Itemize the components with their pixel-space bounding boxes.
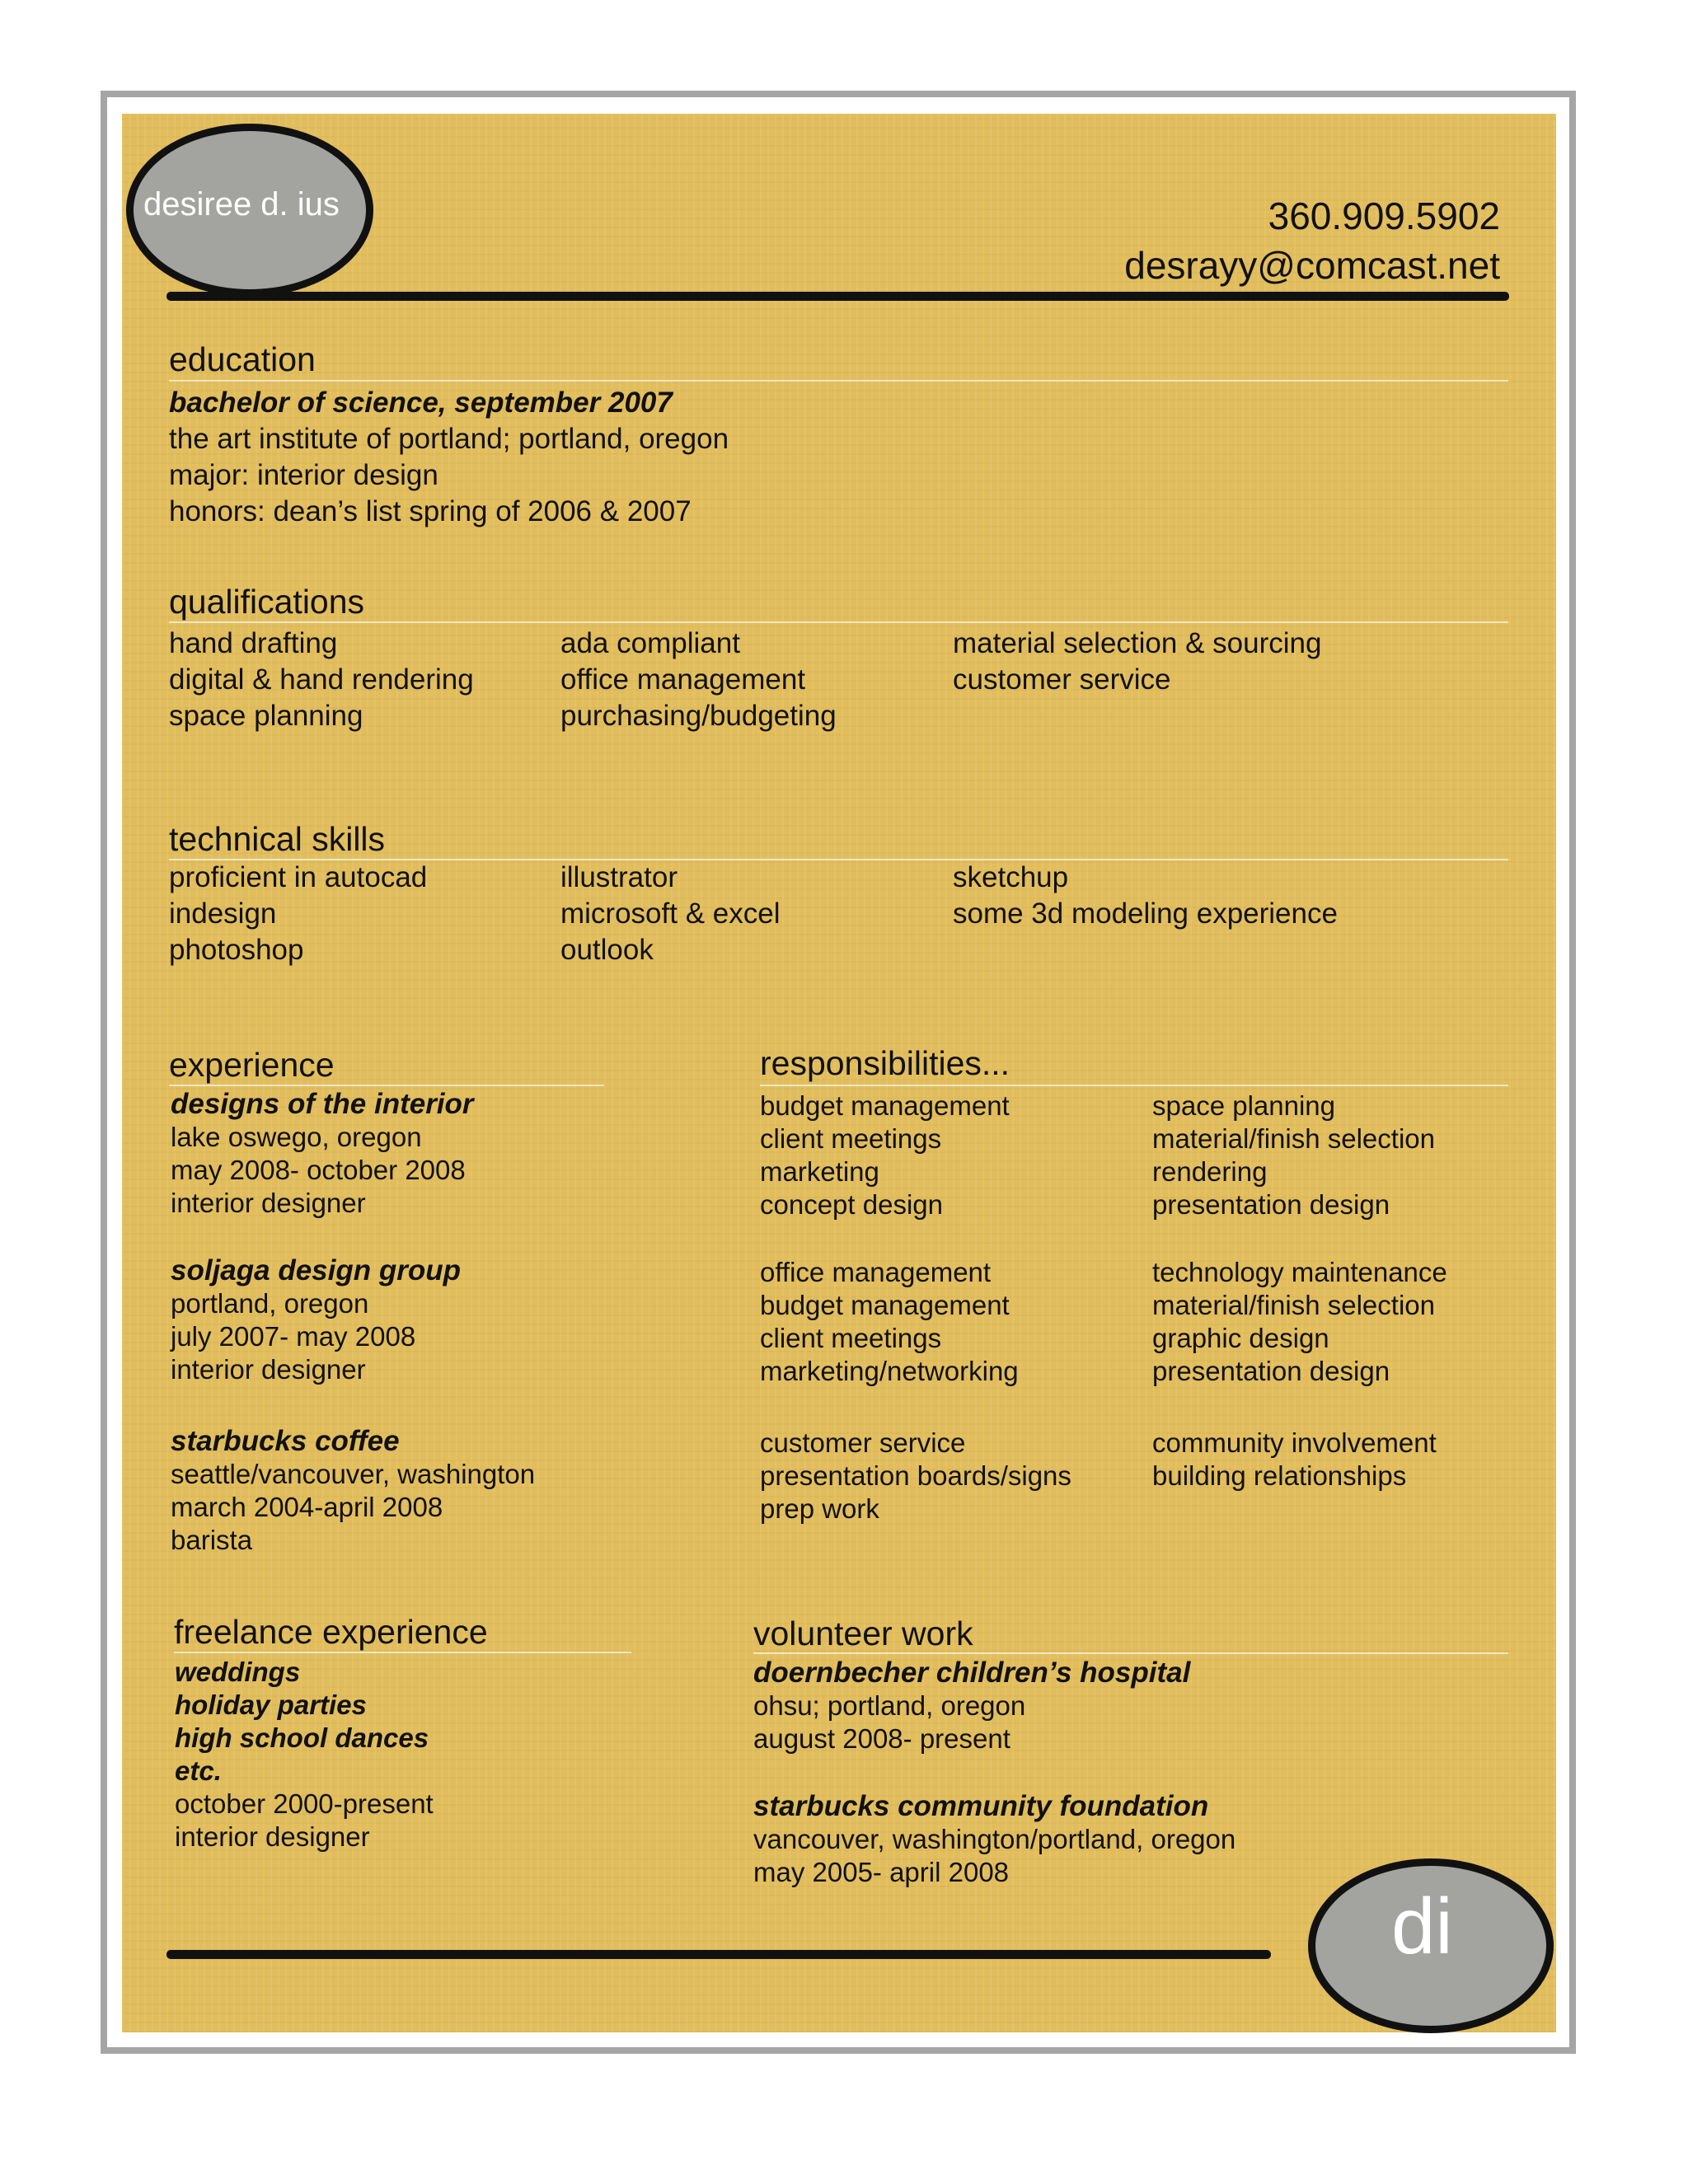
- footer-rule: [166, 1950, 1271, 1959]
- job-entry: [171, 1425, 535, 1557]
- responsibility-item: presentation design: [1152, 1189, 1390, 1220]
- qualifications-rule: [169, 621, 1508, 623]
- freelance-item: weddings: [175, 1657, 301, 1687]
- job-location: seattle/vancouver, washington: [171, 1459, 536, 1489]
- responsibility-item: marketing: [760, 1156, 879, 1187]
- skill-item: some 3d modeling experience: [953, 898, 1338, 930]
- qualifications-heading: qualifications: [169, 583, 365, 621]
- skill-item: proficient in autocad: [169, 861, 428, 893]
- volunteer-rule: [753, 1652, 1508, 1654]
- volunteer-entry: [753, 1657, 1190, 1755]
- responsibility-item: budget management: [760, 1290, 1010, 1320]
- phone-number: 360.909.5902: [1268, 194, 1500, 237]
- freelance-entry: [175, 1656, 434, 1854]
- job-employer: designs of the interior: [171, 1088, 474, 1120]
- volunteer-org: starbucks community foundation: [753, 1790, 1209, 1822]
- responsibility-item: rendering: [1152, 1156, 1268, 1187]
- job-dates: march 2004-april 2008: [171, 1492, 443, 1522]
- volunteer-detail: vancouver, washington/portland, oregon: [753, 1824, 1236, 1854]
- qualifications-column: [560, 626, 837, 734]
- volunteer-entry: [753, 1790, 1236, 1889]
- technical-skills-heading: technical skills: [169, 820, 386, 858]
- job-employer: soljaga design group: [171, 1254, 461, 1286]
- skill-item: outlook: [560, 934, 654, 966]
- freelance-title: interior designer: [175, 1821, 370, 1852]
- qualifications-column: [953, 626, 1321, 698]
- responsibility-item: material/finish selection: [1152, 1290, 1435, 1320]
- monogram: di: [1391, 1882, 1453, 1971]
- volunteer-org: doernbecher children’s hospital: [753, 1657, 1191, 1689]
- responsibility-item: budget management: [760, 1090, 1010, 1121]
- responsibility-list: [760, 1090, 1010, 1221]
- email-address: desrayy@comcast.net: [1124, 244, 1500, 287]
- qualification-item: office management: [560, 663, 806, 696]
- job-location: lake oswego, oregon: [171, 1122, 422, 1152]
- job-dates: may 2008- october 2008: [171, 1155, 466, 1185]
- volunteer-heading: volunteer work: [753, 1615, 973, 1652]
- responsibility-list: [760, 1427, 1071, 1526]
- skill-item: sketchup: [953, 861, 1069, 893]
- qualification-item: hand drafting: [169, 627, 338, 659]
- candidate-name: desiree d. ius: [143, 186, 340, 223]
- responsibility-list: [1152, 1427, 1437, 1493]
- skill-item: microsoft & excel: [560, 898, 781, 930]
- education-heading: education: [169, 340, 316, 378]
- responsibility-list: [760, 1256, 1019, 1388]
- responsibility-item: graphic design: [1152, 1323, 1329, 1353]
- freelance-item: etc.: [175, 1755, 222, 1786]
- responsibilities-rule: [760, 1085, 1508, 1086]
- qualification-item: ada compliant: [560, 627, 740, 659]
- job-entry: [171, 1254, 461, 1386]
- responsibility-item: marketing/networking: [760, 1356, 1019, 1386]
- job-entry: [171, 1088, 474, 1220]
- qualification-item: digital & hand rendering: [169, 663, 474, 696]
- responsibility-item: concept design: [760, 1189, 943, 1220]
- responsibility-item: technology maintenance: [1152, 1257, 1447, 1287]
- major: major: interior design: [169, 459, 438, 491]
- honors: honors: dean’s list spring of 2006 & 2007: [169, 495, 692, 527]
- volunteer-dates: may 2005- april 2008: [753, 1857, 1010, 1887]
- responsibility-item: client meetings: [760, 1323, 942, 1353]
- job-dates: july 2007- may 2008: [171, 1321, 416, 1352]
- qualification-item: material selection & sourcing: [953, 627, 1322, 659]
- responsibility-list: [1152, 1256, 1447, 1388]
- experience-heading: experience: [169, 1046, 335, 1084]
- responsibility-item: office management: [760, 1257, 992, 1287]
- responsibility-item: prep work: [760, 1493, 879, 1524]
- volunteer-dates: august 2008- present: [753, 1723, 1010, 1754]
- freelance-item: high school dances: [175, 1722, 429, 1753]
- freelance-heading: freelance experience: [174, 1613, 488, 1651]
- job-location: portland, oregon: [171, 1288, 369, 1319]
- qualification-item: purchasing/budgeting: [560, 700, 837, 732]
- school: the art institute of portland; portland, oregon: [169, 423, 729, 455]
- responsibility-item: building relationships: [1152, 1460, 1407, 1491]
- job-title: interior designer: [171, 1354, 366, 1385]
- job-title: barista: [171, 1525, 253, 1555]
- header-rule: [166, 292, 1509, 301]
- skills-column: [953, 860, 1338, 932]
- qualification-item: space planning: [169, 700, 363, 732]
- responsibility-item: space planning: [1152, 1090, 1336, 1121]
- freelance-rule: [174, 1652, 631, 1653]
- freelance-dates: october 2000-present: [175, 1788, 434, 1819]
- skills-column: [560, 860, 780, 968]
- education-rule: [169, 380, 1508, 382]
- job-employer: starbucks coffee: [171, 1425, 400, 1457]
- responsibility-item: customer service: [760, 1427, 966, 1458]
- qualifications-column: [169, 626, 474, 734]
- responsibilities-heading: responsibilities...: [760, 1044, 1010, 1082]
- freelance-item: holiday parties: [175, 1690, 367, 1720]
- degree: bachelor of science, september 2007: [169, 387, 673, 419]
- skill-item: indesign: [169, 898, 277, 930]
- skill-item: photoshop: [169, 934, 304, 966]
- experience-rule: [169, 1085, 604, 1086]
- skills-column: [169, 860, 427, 968]
- job-title: interior designer: [171, 1188, 366, 1218]
- responsibility-list: [1152, 1090, 1435, 1221]
- responsibility-item: presentation boards/signs: [760, 1460, 1071, 1491]
- responsibility-item: client meetings: [760, 1123, 942, 1154]
- contact-block: [1124, 191, 1500, 290]
- responsibility-item: material/finish selection: [1152, 1123, 1435, 1154]
- skill-item: illustrator: [560, 861, 678, 893]
- responsibility-item: community involvement: [1152, 1427, 1437, 1458]
- volunteer-detail: ohsu; portland, oregon: [753, 1690, 1026, 1721]
- responsibility-item: presentation design: [1152, 1356, 1390, 1386]
- qualification-item: customer service: [953, 663, 1171, 696]
